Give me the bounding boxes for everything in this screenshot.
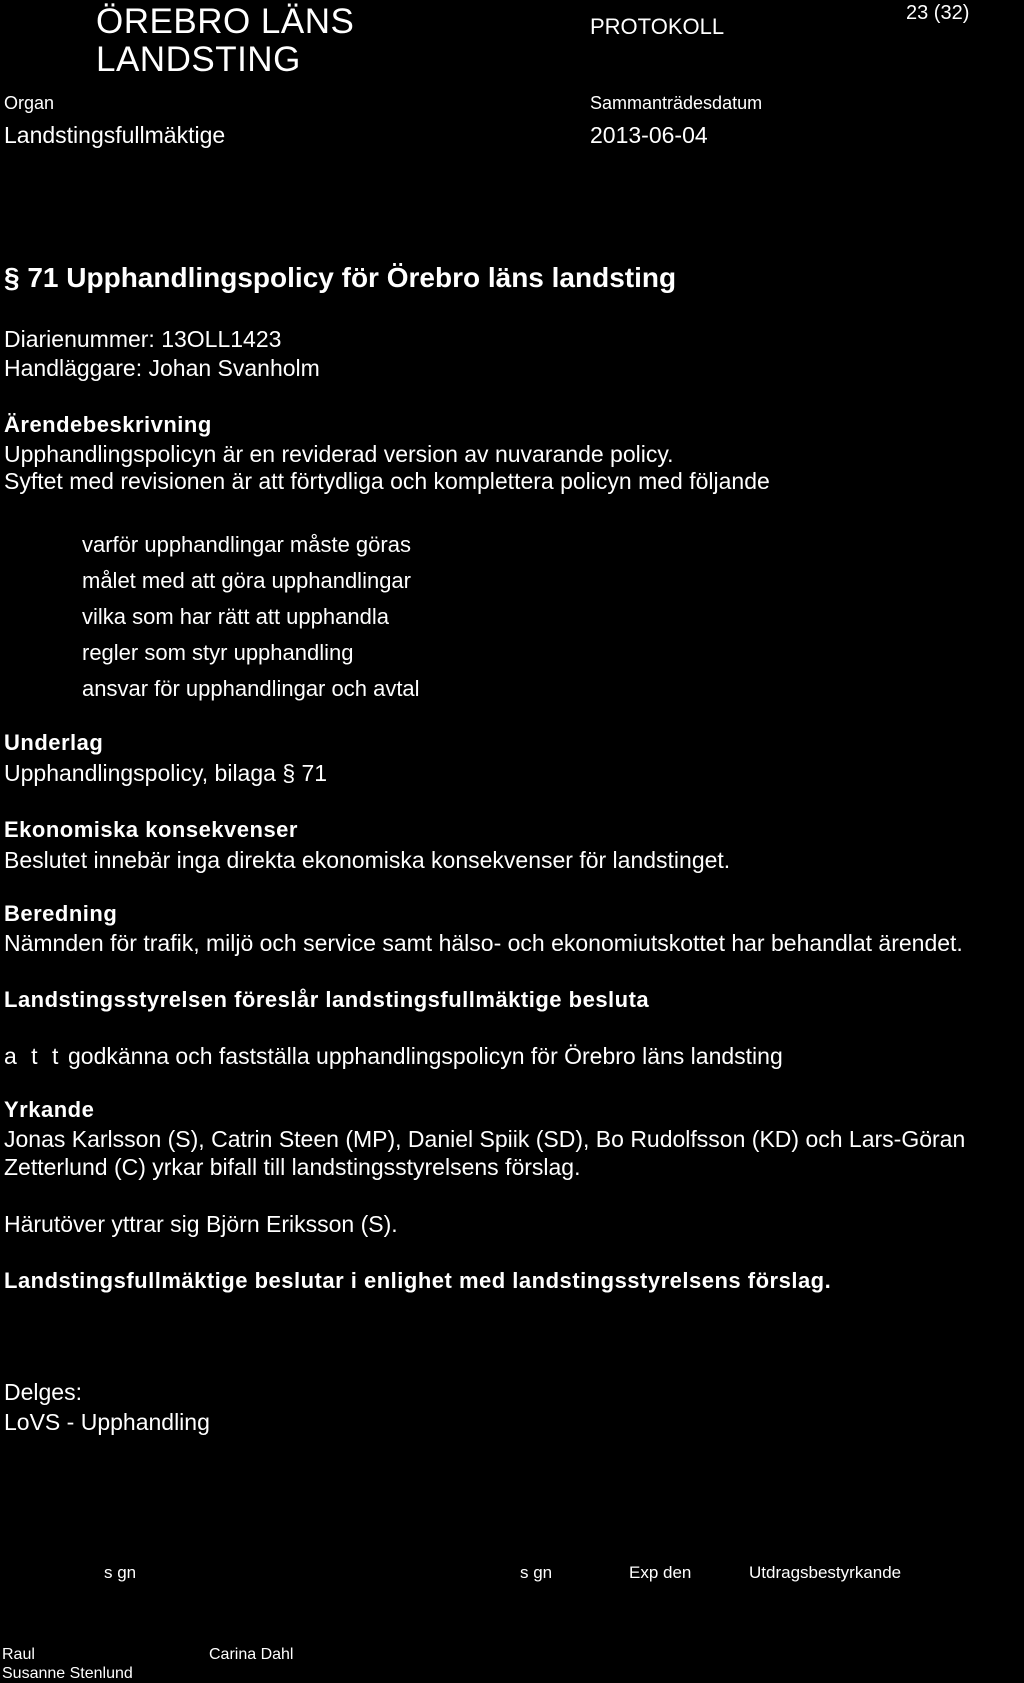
signer-name-1: Raul <box>2 1646 35 1663</box>
list-item: målet med att göra upphandlingar <box>82 568 411 593</box>
signer-name-2: Susanne Stenlund <box>2 1665 133 1682</box>
underlag-text: Upphandlingspolicy, bilaga § 71 <box>4 760 328 786</box>
organization-name-line2: LANDSTING <box>96 40 301 79</box>
signer-name-3: Carina Dahl <box>209 1646 294 1663</box>
arendebeskrivning-line2: Syftet med revisionen är att förtydliga och komplettera policyn med följande <box>4 468 770 494</box>
utdragsbestyrkande-label: Utdragsbestyrkande <box>749 1563 902 1582</box>
page-number: 23 (32) <box>906 2 970 24</box>
beredning-text: Nämnden för trafik, miljö och service samt hälso- och ekonomiutskottet har behandlat ärendet. <box>4 930 963 956</box>
organ-label: Organ <box>4 93 55 113</box>
meeting-date: 2013-06-04 <box>590 122 708 148</box>
yrkande-heading: Yrkande <box>4 1097 95 1122</box>
handlaggare: Handläggare: Johan Svanholm <box>4 355 320 381</box>
section-title: § 71 Upphandlingspolicy för Örebro läns landsting <box>4 262 677 293</box>
att-marker: a t t <box>4 1043 63 1069</box>
forslag-heading: Landstingsstyrelsen föreslår landstingsfullmäktige besluta <box>4 987 650 1012</box>
arendebeskrivning-line1: Upphandlingspolicyn är en reviderad version av nuvarande policy. <box>4 441 674 467</box>
delges-label: Delges: <box>4 1379 82 1405</box>
yrkande-line1: Jonas Karlsson (S), Catrin Steen (MP), Daniel Spiik (SD), Bo Rudolfsson (KD) och Lars-Göran <box>4 1126 966 1152</box>
list-item: ansvar för upphandlingar och avtal <box>82 676 420 701</box>
list-item: regler som styr upphandling <box>82 640 354 665</box>
signature-label-2: s gn <box>520 1563 553 1582</box>
diarienummer: Diarienummer: 13OLL1423 <box>4 326 282 352</box>
underlag-heading: Underlag <box>4 730 104 755</box>
organization-name: ÖREBRO LÄNS <box>96 2 355 41</box>
organ-value: Landstingsfullmäktige <box>4 122 226 148</box>
forslag-text: godkänna och fastställa upphandlingspolicyn för Örebro läns landsting <box>68 1043 783 1069</box>
arendebeskrivning-heading: Ärendebeskrivning <box>4 412 212 437</box>
list-item: varför upphandlingar måste göras <box>82 532 411 557</box>
exp-den-label: Exp den <box>629 1563 692 1582</box>
yrkande-line2: Zetterlund (C) yrkar bifall till landstingsstyrelsens förslag. <box>4 1154 581 1180</box>
signature-label-1: s gn <box>104 1563 137 1582</box>
ekonomiska-heading: Ekonomiska konsekvenser <box>4 817 298 842</box>
harutover-text: Härutöver yttrar sig Björn Eriksson (S). <box>4 1211 398 1237</box>
date-label: Sammanträdesdatum <box>590 93 763 113</box>
beslut-text: Landstingsfullmäktige beslutar i enlighet med landstingsstyrelsens förslag. <box>4 1268 832 1293</box>
document-type: PROTOKOLL <box>590 14 725 39</box>
delges-value: LoVS - Upphandling <box>4 1409 210 1435</box>
list-item: vilka som har rätt att upphandla <box>82 604 389 629</box>
ekonomiska-text: Beslutet innebär inga direkta ekonomiska konsekvenser för landstinget. <box>4 847 731 873</box>
beredning-heading: Beredning <box>4 901 118 926</box>
